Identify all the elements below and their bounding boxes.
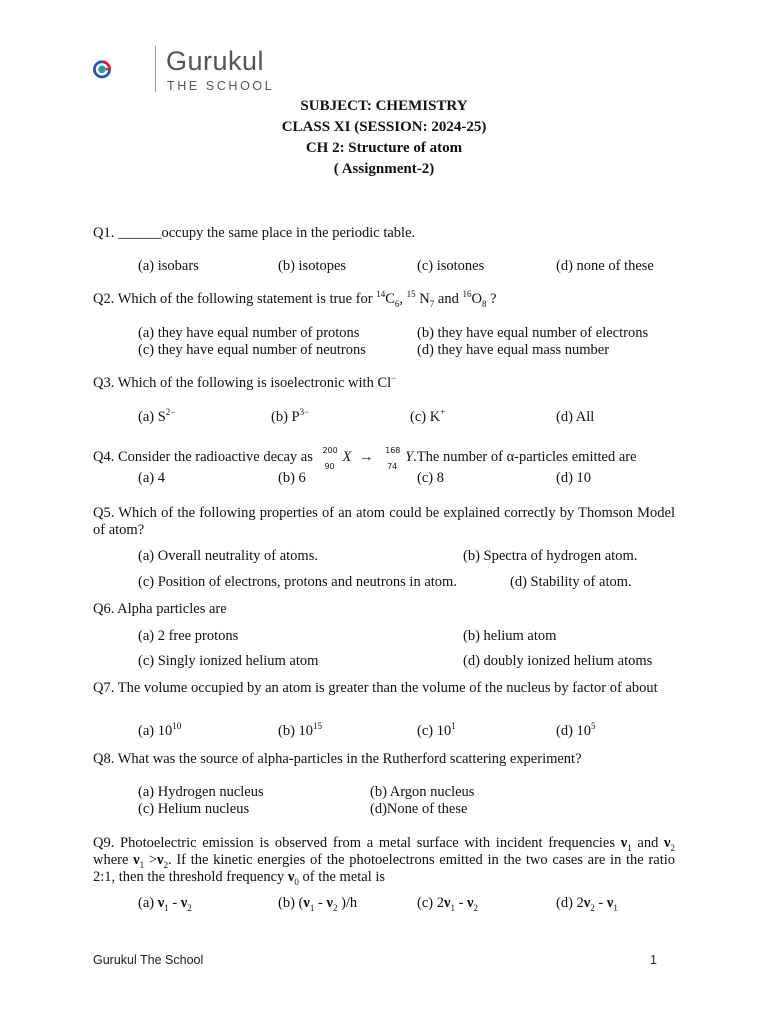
class-heading: CLASS XI (SESSION: 2024-25) [281,119,487,135]
q1-option-c: (c) isotones [417,258,485,274]
q6-option-b: (b) helium atom [463,628,557,644]
question-9: Q9. Photoelectric emission is observed from a metal surface with incident frequencies $\nu_1$ and $\nu_2$ where $\nu_1 >\nu_2$. If the kinetic energies of the photoelectrons emitted in the two cases are in the ratio 2:1, then the threshold frequency $\nu_0$ of the metal is [93,835,676,887]
logo-divider [155,46,156,92]
q4-option-d: (d) 10 [556,470,592,486]
q3-option-a: (a) $S^{2-}$ [138,407,176,425]
q6-option-d: (d) doubly ionized helium atoms [463,653,653,669]
q5-option-c: (c) Position of electrons, protons and neutrons in atom. [138,574,457,590]
q2-option-c: (c) they have equal number of neutrons [138,342,366,358]
question-8: Q8. What was the source of alpha-particles in the Rutherford scattering experiment? [93,751,582,767]
q4-option-a: (a) 4 [138,470,165,486]
q1-option-a: (a) isobars [138,258,199,274]
assignment-heading: ( Assignment-2) [333,161,435,177]
q3-option-d: (d) All [556,409,595,425]
logo-tagline: THE SCHOOL [167,79,275,93]
q8-option-c: (c) Helium nucleus [138,801,250,817]
q7-option-c: (c) $10^1$ [417,721,456,739]
q2-option-d: (d) they have equal mass number [417,342,610,358]
q8-option-d: (d)None of these [370,801,468,817]
q1-option-d: (d) none of these [556,258,654,274]
q7-option-a: (a) $10^{10}$ [138,721,182,739]
q6-option-a: (a) 2 free protons [138,628,239,644]
subject-heading: SUBJECT: CHEMISTRY [300,98,468,114]
q3-option-c: (c) K+ [410,407,446,425]
question-1: Q1. ______occupy the same place in the periodic table. [93,225,416,241]
q9-option-b: (b) ($\nu_1 - \nu_2$ )/h [278,895,358,913]
q7-option-d: (d) $10^5$ [556,721,596,739]
q8-option-b: (b) Argon nucleus [370,784,475,800]
q9-option-c: (c) $2\nu_1 - \nu_2$ [417,895,479,913]
q5-option-a: (a) Overall neutrality of atoms. [138,548,318,564]
q1-option-b: (b) isotopes [278,258,347,274]
question-7: Q7. The volume occupied by an atom is greater than the volume of the nucleus by factor of about [93,680,658,696]
q6-option-c: (c) Singly ionized helium atom [138,653,319,669]
logo-name: Gurukul [166,46,265,76]
footer-school-name: Gurukul The School [93,953,204,967]
question-6: Q6. Alpha particles are [93,601,227,617]
q5-option-d: (d) Stability of atom. [510,574,632,590]
q5-option-b: (b) Spectra of hydrogen atom. [463,548,638,564]
question-4: Q4. Consider the radioactive decay as 200 90 X → 168 74 Y.The number of α-particles emitted are [93,446,637,471]
q8-option-a: (a) Hydrogen nucleus [138,784,264,800]
footer-page-number: 1 [650,953,657,967]
q2-option-a: (a) they have equal number of protons [138,325,360,341]
q4-option-b: (b) 6 [278,470,306,486]
q9-option-d: (d) $2\nu_2 - \nu_1$ [556,895,618,913]
q4-option-c: (c) 8 [417,470,444,486]
q3-option-b: (b) $P^{3-}$ [271,407,310,425]
gurukul-logo [92,42,154,97]
chapter-heading: CH 2: Structure of atom [305,140,463,156]
q2-option-b: (b) they have equal number of electrons [417,325,649,341]
question-3: Q3. Which of the following is isoelectronic with Cl− [93,373,397,391]
question-5: Q5. Which of the following properties of an atom could be explained correctly by Thomson Model of atom? [93,505,675,538]
question-2: Q2. Which of the following statement is true for $^{14}C_6$, $^{15}$ $N_7$ and $^{16}O_8$ ? [93,289,497,309]
q7-option-b: (b) $10^{15}$ [278,721,323,739]
q9-option-a: (a) $\nu_1 - \nu_2$ [138,895,192,913]
